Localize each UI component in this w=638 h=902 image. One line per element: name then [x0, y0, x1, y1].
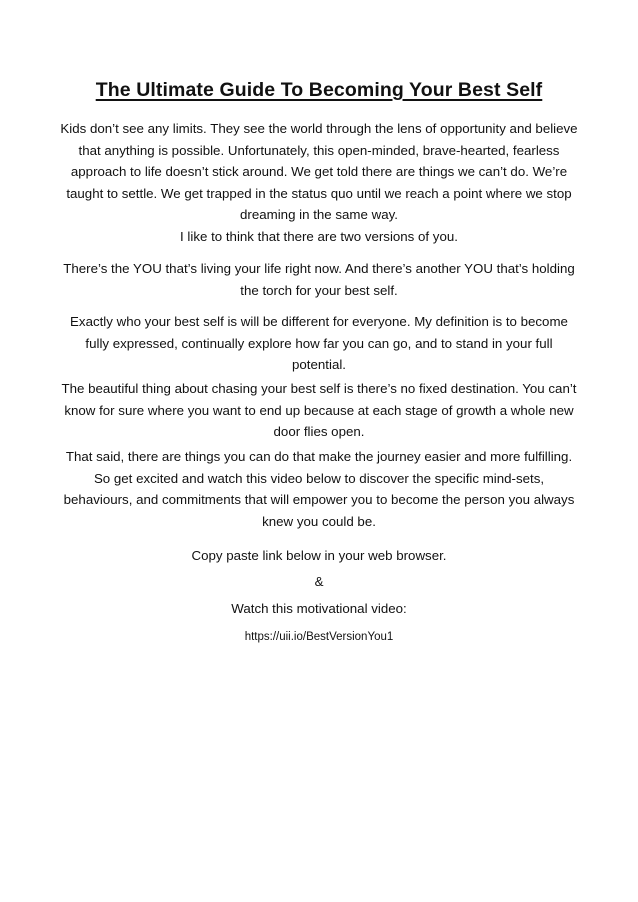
paragraph-two-versions: I like to think that there are two versions of you.: [180, 229, 458, 244]
copy-instruction: Copy paste link below in your web browser.: [191, 548, 447, 563]
video-link-line: [0, 627, 638, 647]
paragraph-kids-no-limits: Kids don’t see any limits. They see the world through the lens of opportunity and believe that anything is possible. Unfortunately, this open-minded, brave-hearted, fearless approach to life doesn’t stick around. We get told there are things we can’t do. We’re taught to settle. We get trapped in the status quo until we reach a point where we stop dreaming in the same way.: [60, 121, 578, 223]
watch-video-text: Watch this motivational video:: [231, 601, 407, 616]
document-title: The Ultimate Guide To Becoming Your Best Self: [95, 79, 543, 101]
paragraph-two-yous: There’s the YOU that’s living your life right now. And there’s another YOU that’s holding the torch for your best self.: [63, 261, 575, 298]
paragraph-definition: Exactly who your best self is will be different for everyone. My definition is to become fully expressed, continually explore how far you can go, and to stand in your full potential.: [70, 314, 568, 373]
ampersand: &: [314, 574, 324, 589]
paragraph-no-destination: The beautiful thing about chasing your best self is there’s no fixed destination. You can’t know for sure where you want to end up because at each stage of growth a whole new door flies open.: [61, 381, 577, 440]
video-link[interactable]: https://uii.io/BestVersionYou1: [244, 631, 394, 643]
paragraph-watch-video: That said, there are things you can do that make the journey easier and more fulfilling. So get excited and watch this video below to discover the specific mind-sets, behaviours, and commitments that will empower you to become the person you always knew you could be.: [63, 449, 575, 529]
